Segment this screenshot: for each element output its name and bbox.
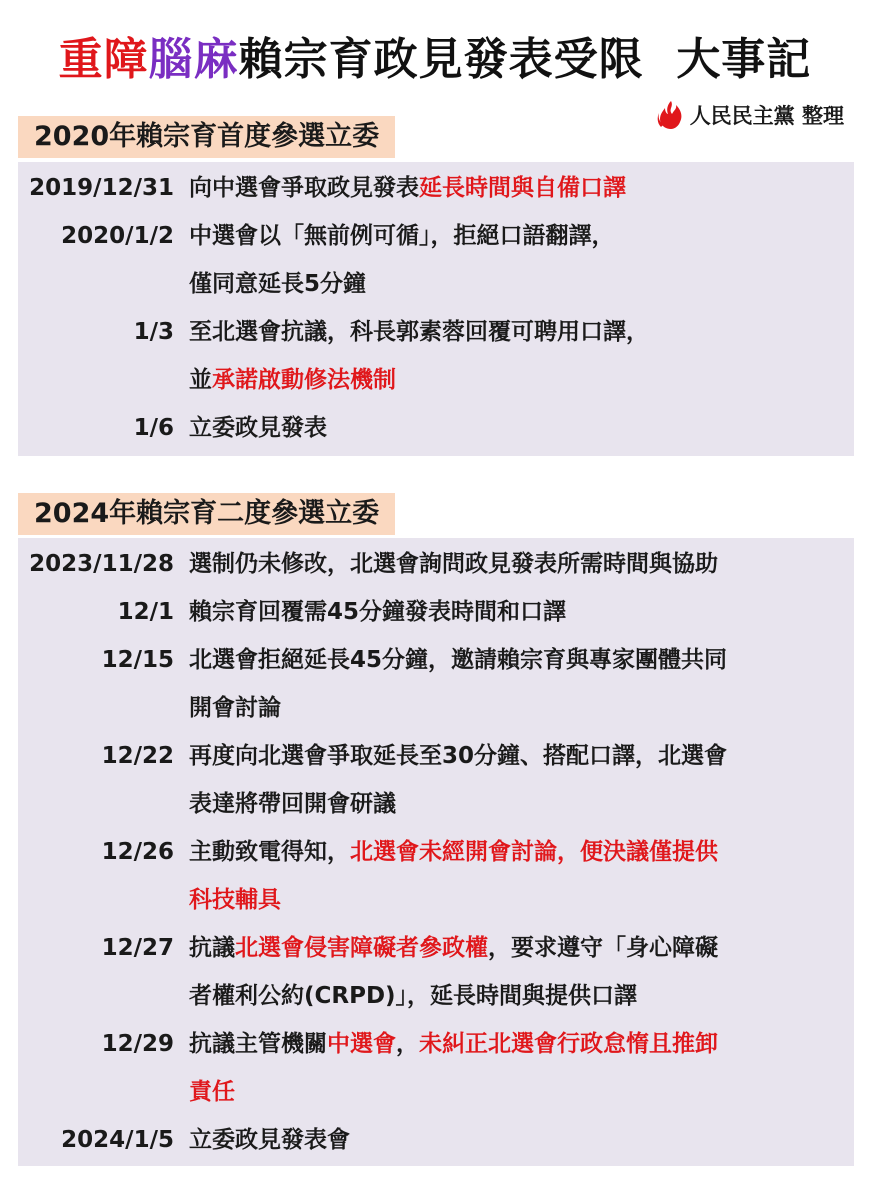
plain-text: 北選會拒絕延長45分鐘，邀請賴宗育與專家團體共同 [189, 647, 728, 673]
title-part-main: 賴宗育政見發表受限 [238, 34, 644, 85]
entry-line [189, 876, 849, 924]
plain-text: 表達將帶回開會研議 [189, 791, 396, 817]
timeline-entry [18, 540, 854, 588]
entry-text [189, 924, 849, 1020]
highlight-text: 承諾啟動修法機制 [212, 367, 396, 393]
entry-date: 2019/12/31 [29, 175, 174, 201]
plain-text: 開會討論 [189, 695, 281, 721]
entry-text [189, 732, 849, 828]
entry-line [189, 972, 849, 1020]
timeline-entry [18, 164, 854, 212]
plain-text: 立委政見發表 [189, 415, 327, 441]
timeline-entry [18, 404, 854, 452]
entry-text [189, 540, 849, 588]
entry-line [189, 924, 849, 972]
entry-text [189, 404, 849, 452]
entry-line [189, 308, 849, 356]
entry-text [189, 308, 849, 404]
title-part-cp: 腦麻 [148, 34, 239, 85]
entry-line [189, 212, 849, 260]
entry-date: 12/1 [117, 599, 174, 625]
entry-date: 2024/1/5 [61, 1127, 174, 1153]
entry-line [189, 540, 849, 588]
plain-text: ，要求遵守「身心障礙 [488, 935, 718, 961]
timeline-entry [18, 212, 854, 308]
flame-icon [656, 99, 686, 131]
plain-text: 並 [189, 367, 212, 393]
entry-line [189, 260, 849, 308]
plain-text: 主動致電得知， [189, 839, 350, 865]
title-part-chronicle: 大事記 [676, 34, 812, 85]
entry-date: 12/29 [101, 1031, 174, 1057]
entry-date: 12/26 [101, 839, 174, 865]
entry-line [189, 636, 849, 684]
entry-line [189, 588, 849, 636]
entry-date: 2023/11/28 [29, 551, 174, 577]
timeline-entry [18, 828, 854, 924]
entry-text [189, 636, 849, 732]
entry-text [189, 1116, 849, 1164]
credit-text: 人民民主黨 整理 [689, 104, 844, 128]
section1-heading: 2020年賴宗育首度參選立委 [18, 116, 395, 158]
plain-text: 至北選會抗議，科長郭素蓉回覆可聘用口譯， [189, 319, 649, 345]
plain-text: 賴宗育回覆需45分鐘發表時間和口譯 [189, 599, 567, 625]
entry-date: 1/3 [133, 319, 174, 345]
plain-text: 選制仍未修改，北選會詢問政見發表所需時間與協助 [189, 551, 718, 577]
highlight-text: 北選會未經開會討論，便決議僅提供 [350, 839, 718, 865]
entry-line [189, 356, 849, 404]
timeline-entry [18, 636, 854, 732]
entry-date: 12/15 [101, 647, 174, 673]
plain-text: 立委政見發表會 [189, 1127, 350, 1153]
entry-date: 2020/1/2 [61, 223, 174, 249]
entry-text [189, 1020, 849, 1116]
plain-text: 再度向北選會爭取延長至30分鐘、搭配口譯，北選會 [189, 743, 728, 769]
entry-line [189, 1116, 849, 1164]
entry-text [189, 828, 849, 924]
plain-text: 中選會以「無前例可循」，拒絕口語翻譯， [189, 223, 615, 249]
highlight-text: 未糾正北選會行政怠惰且推卸 [419, 1031, 718, 1057]
timeline-entry [18, 924, 854, 1020]
entry-line [189, 828, 849, 876]
entry-line [189, 732, 849, 780]
plain-text: 僅同意延長5分鐘 [189, 271, 367, 297]
entry-line [189, 404, 849, 452]
entry-date: 1/6 [133, 415, 174, 441]
title-part-severe: 重障 [58, 34, 149, 85]
page-title [0, 30, 870, 90]
timeline-entry [18, 588, 854, 636]
timeline-entry [18, 1020, 854, 1116]
plain-text: 向中選會爭取政見發表 [189, 175, 419, 201]
timeline-entry [18, 308, 854, 404]
plain-text: 抗議主管機關 [189, 1031, 327, 1057]
entry-date: 12/22 [101, 743, 174, 769]
highlight-text: 北選會侵害障礙者參政權 [235, 935, 488, 961]
plain-text: ， [396, 1031, 419, 1057]
entry-line [189, 684, 849, 732]
timeline-entry [18, 732, 854, 828]
highlight-text: 責任 [189, 1079, 235, 1105]
highlight-text: 中選會 [327, 1031, 396, 1057]
highlight-text: 科技輔具 [189, 887, 281, 913]
entry-line [189, 1020, 849, 1068]
highlight-text: 延長時間與自備口譯 [419, 175, 626, 201]
timeline-entry [18, 1116, 854, 1164]
entry-text [189, 212, 849, 308]
entry-line [189, 164, 849, 212]
credit [656, 98, 844, 132]
entry-line [189, 1068, 849, 1116]
entry-line [189, 780, 849, 828]
entry-text [189, 164, 849, 212]
entry-date: 12/27 [101, 935, 174, 961]
plain-text: 者權利公約(CRPD)」，延長時間與提供口譯 [189, 983, 638, 1009]
entry-text [189, 588, 849, 636]
section2-heading: 2024年賴宗育二度參選立委 [18, 493, 395, 535]
plain-text: 抗議 [189, 935, 235, 961]
